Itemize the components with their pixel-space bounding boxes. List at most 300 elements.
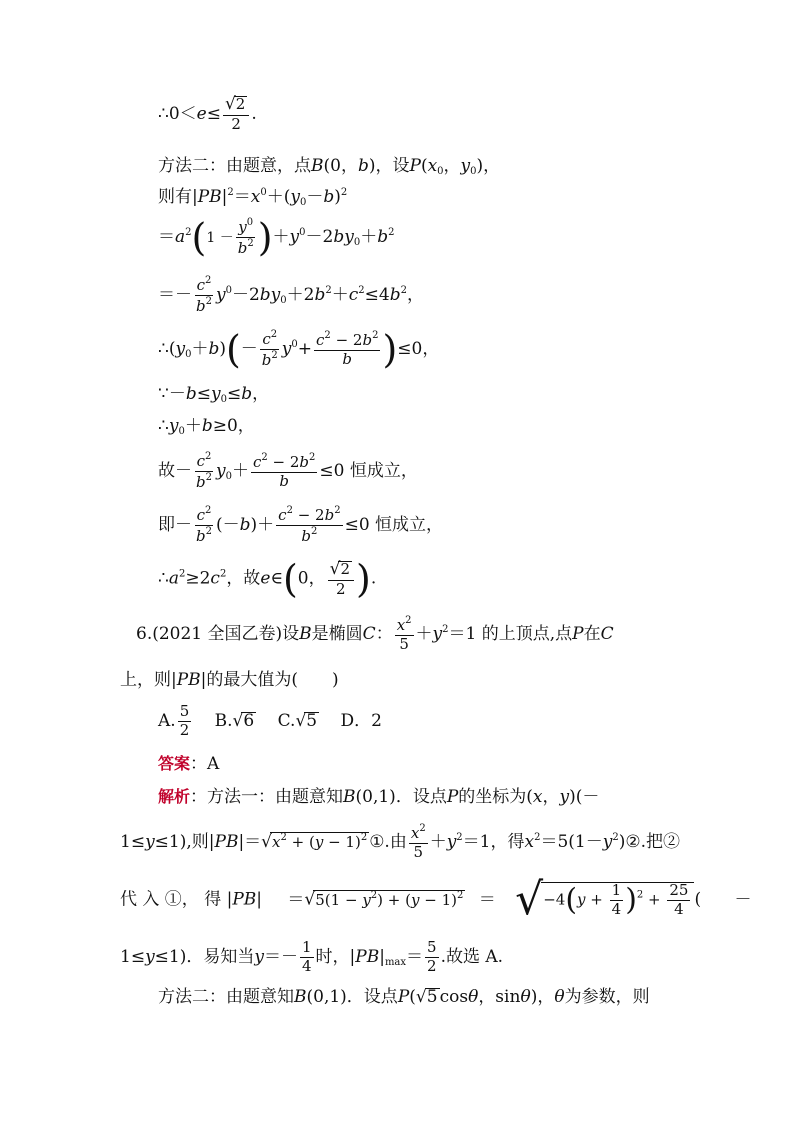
text: 方法二：由题意知 <box>158 987 294 1007</box>
text: ∴ <box>158 568 169 589</box>
text: + <box>643 890 666 909</box>
var: b <box>239 514 251 535</box>
line-4 <box>158 215 395 260</box>
sup: 2 <box>247 237 254 249</box>
text: ( <box>409 987 416 1007</box>
text: ∴0＜ <box>158 103 197 124</box>
text: − 2 <box>292 506 325 524</box>
sup: 2 <box>185 226 192 238</box>
var: y <box>577 890 586 909</box>
var: y <box>215 284 226 305</box>
var: c <box>262 330 271 348</box>
denominator: 2 <box>336 579 346 598</box>
fraction <box>425 940 439 975</box>
var: θ <box>554 987 565 1007</box>
solution-line-4 <box>120 940 503 975</box>
var: y <box>281 338 292 359</box>
sup: 0 <box>260 187 267 198</box>
var: PB <box>232 889 257 910</box>
var: y <box>254 946 264 967</box>
var-e: e <box>196 103 207 124</box>
sub: 0 <box>178 426 185 437</box>
text: ＝1，得 <box>462 831 525 852</box>
fraction <box>300 940 314 975</box>
var: c <box>278 506 287 524</box>
text: ＝ <box>287 889 305 910</box>
sub: 0 <box>437 166 444 177</box>
right-paren: ) <box>356 557 371 601</box>
var: b <box>299 453 310 471</box>
text: 1≤ <box>120 946 146 967</box>
sub: 0 <box>280 294 287 306</box>
sub: 0 <box>300 197 307 208</box>
text: ( <box>694 889 702 910</box>
right-paren: ) <box>257 215 273 260</box>
sup: 2 <box>309 452 316 463</box>
text: 代 入 ①， 得 | <box>120 889 233 910</box>
fraction <box>251 453 317 490</box>
text: ≥2 <box>185 568 211 589</box>
text: .(2021 全国乙卷)设 <box>146 623 300 644</box>
text: ＋ <box>360 226 378 247</box>
var: PB <box>197 187 222 207</box>
sup: 2 <box>324 330 331 341</box>
text: . <box>370 568 377 589</box>
var: P <box>446 787 459 807</box>
sup: 2 <box>360 831 368 843</box>
text: 方法二：由题意，点 <box>158 156 311 176</box>
sup: 2 <box>340 187 348 198</box>
var: PB <box>176 670 201 690</box>
denominator: b <box>342 349 353 368</box>
var: b <box>196 526 206 545</box>
sup: 2 <box>325 284 332 296</box>
var: y <box>602 831 613 852</box>
text: ＋ <box>184 416 202 436</box>
fraction <box>610 883 624 918</box>
left-paren: ( <box>282 557 298 601</box>
sup: 2 <box>227 187 234 198</box>
text: ≥0， <box>212 416 255 436</box>
text: ，sin <box>478 987 521 1007</box>
text: 上，则| <box>120 670 177 690</box>
var: y <box>362 890 371 909</box>
var: e <box>260 568 271 589</box>
sub: 0 <box>353 236 361 248</box>
sup: 2 <box>442 623 449 635</box>
text: ＋ <box>191 338 209 359</box>
var: y <box>145 946 155 967</box>
text: | <box>221 187 228 207</box>
text: ，故 <box>226 568 261 589</box>
text: ≤ <box>226 384 242 404</box>
var: b <box>208 338 220 359</box>
text: 为参数，则 <box>564 987 650 1007</box>
text: 时，| <box>315 946 356 967</box>
solution-line-3: 代 入 ①， 得 $|PB| =√5(1 - y^2) + (y - 1)^2 = √-4(y$ + $\frac{1}{4}$ )$^2$ + $\frac{25}{4}$ ( － <box>120 874 752 925</box>
answer-text: ：A <box>190 754 220 774</box>
var: y <box>210 384 221 404</box>
sub: 0 <box>185 348 192 360</box>
question-6-cont <box>120 672 339 689</box>
fraction <box>409 824 428 861</box>
var: b <box>196 296 206 315</box>
text: −4 <box>543 890 566 909</box>
text: ≤4 <box>364 284 390 305</box>
text: (－ <box>215 514 240 535</box>
text: 1≤ <box>120 831 146 852</box>
sup: 2 <box>612 831 619 843</box>
var: y <box>410 890 420 909</box>
var: c <box>196 452 205 470</box>
text: (0， <box>323 156 358 176</box>
var: B <box>299 623 312 644</box>
text: ①.由 <box>369 831 407 852</box>
var: b <box>261 350 272 369</box>
var: b <box>377 226 389 247</box>
var: x <box>524 831 535 852</box>
text: 故－ <box>158 460 192 481</box>
text: )(－ <box>569 787 600 807</box>
fraction <box>276 506 342 545</box>
text: ≤0 恒成立， <box>344 514 444 535</box>
text: ， <box>443 156 461 176</box>
numerator: 5 <box>179 702 190 720</box>
fraction <box>395 616 414 653</box>
numerator: 1 <box>301 938 312 956</box>
text: ≤1),则| <box>154 831 215 852</box>
solution-line-5: 方法二：由题意知B(0,1)．设点P(√5 cosθ，sinθ)，θ为参数，则 <box>158 987 650 1007</box>
var: B <box>294 987 307 1007</box>
text: . <box>251 103 257 124</box>
sub: max <box>384 956 407 968</box>
text: )，设 <box>368 156 410 176</box>
var: b <box>314 284 326 305</box>
var: PB <box>214 831 239 852</box>
var: x <box>410 824 420 842</box>
sup: 0 <box>225 284 232 296</box>
line-3 <box>158 188 347 208</box>
fraction <box>194 452 214 491</box>
text: ＝5(1－ <box>540 831 603 852</box>
text: ＋ <box>429 831 447 852</box>
text: ≤0 恒成立， <box>319 460 418 481</box>
sup: 2 <box>400 284 407 296</box>
text: − 2 <box>330 331 363 349</box>
numerator: 5 <box>427 938 437 956</box>
text: .故选 A. <box>440 946 504 967</box>
var: y <box>460 156 471 176</box>
text: － <box>240 338 258 359</box>
var: PB <box>355 946 380 967</box>
var: c <box>252 453 262 471</box>
line-8 <box>158 418 255 437</box>
text: + ( <box>286 832 315 851</box>
option-c: C. <box>277 710 296 731</box>
text: − 2 <box>267 453 300 471</box>
solution-label: 解析 <box>158 787 191 806</box>
var: θ <box>468 987 479 1007</box>
text: － <box>734 889 752 910</box>
text: | <box>256 889 263 910</box>
text: )＋ <box>250 514 275 535</box>
text: ∴( <box>158 338 176 359</box>
text: ∵－ <box>158 384 186 404</box>
var: b <box>196 472 206 491</box>
sup: 2 <box>334 505 341 516</box>
text: )， <box>476 156 501 176</box>
var: b <box>237 238 248 257</box>
denominator: b <box>279 471 289 490</box>
text: －2 <box>231 284 260 305</box>
text: ≤1)．易知当 <box>154 946 255 967</box>
numerator: 2 <box>340 559 351 578</box>
text: ＝ <box>233 187 251 207</box>
text: ， <box>252 384 270 404</box>
denominator: 2 <box>231 114 241 133</box>
fraction <box>667 883 690 918</box>
line-2 <box>158 158 500 177</box>
question-number: 6 <box>136 623 147 644</box>
line-5 <box>158 276 424 315</box>
sup: 2 <box>271 349 278 361</box>
sup: 2 <box>261 452 268 463</box>
option-d: D．2 <box>340 710 382 731</box>
text: − 1) <box>419 890 457 909</box>
text: ∈ <box>270 568 283 589</box>
text: 1 － <box>206 229 234 246</box>
fraction <box>194 276 214 315</box>
fraction <box>236 218 256 257</box>
text: 的坐标为( <box>458 787 533 807</box>
solution-line-2: 1≤y≤1),则$|PB|=√x^2 + (y - 1)^2$ ①.由 $\frac{x^2}{5}$ $+y^2=1$，得$x^2=5(1-y^2)②$.把② <box>120 823 680 861</box>
var: B <box>343 787 356 807</box>
var: x <box>250 187 261 207</box>
text: + <box>297 338 313 359</box>
text: cos <box>439 987 469 1007</box>
sup: 2 <box>358 284 365 296</box>
text: ( <box>420 156 428 176</box>
answer-line <box>158 756 219 773</box>
var: b <box>389 284 401 305</box>
text: ＋ <box>331 284 349 305</box>
denominator: 4 <box>301 956 312 975</box>
line-7 <box>158 386 269 405</box>
line-10 <box>158 506 443 545</box>
sup: 2 <box>456 889 464 901</box>
text: ＋ <box>415 623 433 644</box>
line-9 <box>158 452 418 491</box>
text: 是椭圆 <box>311 623 363 644</box>
sqrt-value: 6 <box>243 710 255 731</box>
var: y <box>215 460 226 481</box>
sup: 0 <box>291 338 298 350</box>
var: P <box>397 987 410 1007</box>
sqrt-value: 5 <box>306 710 318 731</box>
text: ≤ <box>206 103 221 124</box>
numerator: 2 <box>235 95 246 113</box>
question-6 <box>136 616 614 653</box>
var: b <box>241 384 253 404</box>
sup: 2 <box>219 568 227 580</box>
solution-line-1 <box>158 789 599 806</box>
var: P <box>572 623 584 644</box>
line-11 <box>158 557 377 601</box>
text: (0,1)．设点 <box>306 987 398 1007</box>
denominator: 5 <box>399 634 409 653</box>
option-b: B. <box>214 710 233 731</box>
text: |＝ <box>238 831 262 852</box>
sub: 0 <box>470 166 477 177</box>
option-a: A. <box>158 710 176 731</box>
sup: 2 <box>534 831 541 843</box>
text: ＋2 <box>286 284 315 305</box>
var: b <box>185 384 197 404</box>
sup: 2 <box>388 226 395 238</box>
var: c <box>348 284 359 305</box>
fraction: $\frac{√2}{2}$ <box>328 561 354 598</box>
var: x <box>532 787 543 807</box>
var: c <box>210 568 220 589</box>
var: θ <box>520 987 531 1007</box>
text: ) <box>334 187 341 207</box>
text: 在 <box>583 623 601 644</box>
text: ≤0， <box>397 338 440 359</box>
var: b <box>323 187 335 207</box>
var: y <box>289 226 300 247</box>
sup: 2 <box>205 525 212 537</box>
sup: 2 <box>405 615 412 626</box>
sup: 2 <box>370 889 378 901</box>
text: ： <box>375 623 393 644</box>
var: y <box>290 187 300 207</box>
sup: 0 <box>299 226 306 238</box>
answer-options: A. $\frac{5}{2}$ B.√6 C.√5 D．2 <box>158 702 382 739</box>
text: + <box>585 890 608 909</box>
var: C <box>362 623 376 644</box>
sup: 2 <box>419 823 426 834</box>
sup: 2 <box>372 330 379 341</box>
text: ＝ <box>406 946 424 967</box>
var: x <box>272 832 281 851</box>
text: ＝ <box>158 226 175 247</box>
var: y <box>238 218 247 236</box>
sup: 0 <box>246 217 254 228</box>
text: ＝ <box>478 889 496 910</box>
sup: 2 <box>280 831 287 843</box>
var: a <box>175 226 186 247</box>
text: 即－ <box>158 514 192 535</box>
text: ＋ <box>231 460 249 481</box>
text: － <box>306 187 324 207</box>
sup: 2 <box>286 505 293 516</box>
sup: 2 <box>205 451 212 462</box>
sup: 2 <box>270 329 278 340</box>
var: c <box>196 506 205 524</box>
text: ∴ <box>158 416 169 436</box>
var: b <box>301 526 311 545</box>
var: y <box>559 787 570 807</box>
text: ＝－ <box>158 284 192 305</box>
text: ， <box>542 787 560 807</box>
var: C <box>600 623 614 644</box>
var: P <box>409 156 421 176</box>
var: y <box>175 338 186 359</box>
sub: 0 <box>220 394 227 405</box>
var: b <box>357 156 369 176</box>
text: ， <box>407 284 424 305</box>
fraction <box>314 331 380 368</box>
text: 5(1 − <box>315 890 363 909</box>
text: ) <box>219 338 226 359</box>
sup: 2 <box>178 568 186 580</box>
denominator: 4 <box>674 900 684 918</box>
var: b <box>201 416 213 436</box>
var: x <box>427 156 438 176</box>
var: y <box>446 831 457 852</box>
left-paren: ( <box>225 327 241 372</box>
sup: 2 <box>205 505 212 516</box>
text: )， <box>530 987 555 1007</box>
var: y <box>314 832 324 851</box>
fraction <box>178 704 192 739</box>
text: ＝－ <box>263 946 298 967</box>
var: y <box>145 831 155 852</box>
var: x <box>396 616 406 634</box>
sup: 2 <box>456 831 463 843</box>
numerator: 25 <box>669 881 689 900</box>
fraction: $\frac{√2}{2}$ <box>223 96 249 133</box>
sup: 2 <box>205 295 212 307</box>
var: b <box>362 331 373 349</box>
fraction <box>194 506 214 545</box>
text: )②.把② <box>618 831 680 852</box>
text: 则有| <box>158 187 198 207</box>
var: c <box>196 276 205 294</box>
line-6 <box>158 327 440 372</box>
denominator: 2 <box>427 956 437 975</box>
text: (0,1)．设点 <box>355 787 447 807</box>
text: －2 <box>305 226 334 247</box>
var: by <box>259 284 281 305</box>
sup: 2 <box>310 525 318 537</box>
text: ) + ( <box>377 890 411 909</box>
denominator: 4 <box>611 900 622 918</box>
right-paren: ) <box>382 327 398 372</box>
line-1 <box>158 96 257 133</box>
text: 0， <box>297 568 326 589</box>
var: a <box>168 568 179 589</box>
var: c <box>316 331 325 349</box>
numerator: 1 <box>611 881 622 900</box>
text: ＝1 的上顶点,点 <box>448 623 573 644</box>
denominator: 2 <box>179 720 190 739</box>
sup: 2 <box>636 889 644 901</box>
sqrt-value: 5 <box>426 987 438 1007</box>
var: B <box>311 156 324 176</box>
text: − 1) <box>323 832 361 851</box>
denominator: 5 <box>413 842 424 861</box>
var: by <box>333 226 354 247</box>
answer-label: 答案 <box>158 754 191 773</box>
var: b <box>324 506 335 524</box>
sup: 2 <box>205 275 212 286</box>
sup: 2 <box>205 471 212 483</box>
fraction <box>260 330 280 369</box>
text: | <box>379 946 385 967</box>
text: |的最大值为( ) <box>200 670 339 690</box>
left-paren: ( <box>191 215 207 260</box>
